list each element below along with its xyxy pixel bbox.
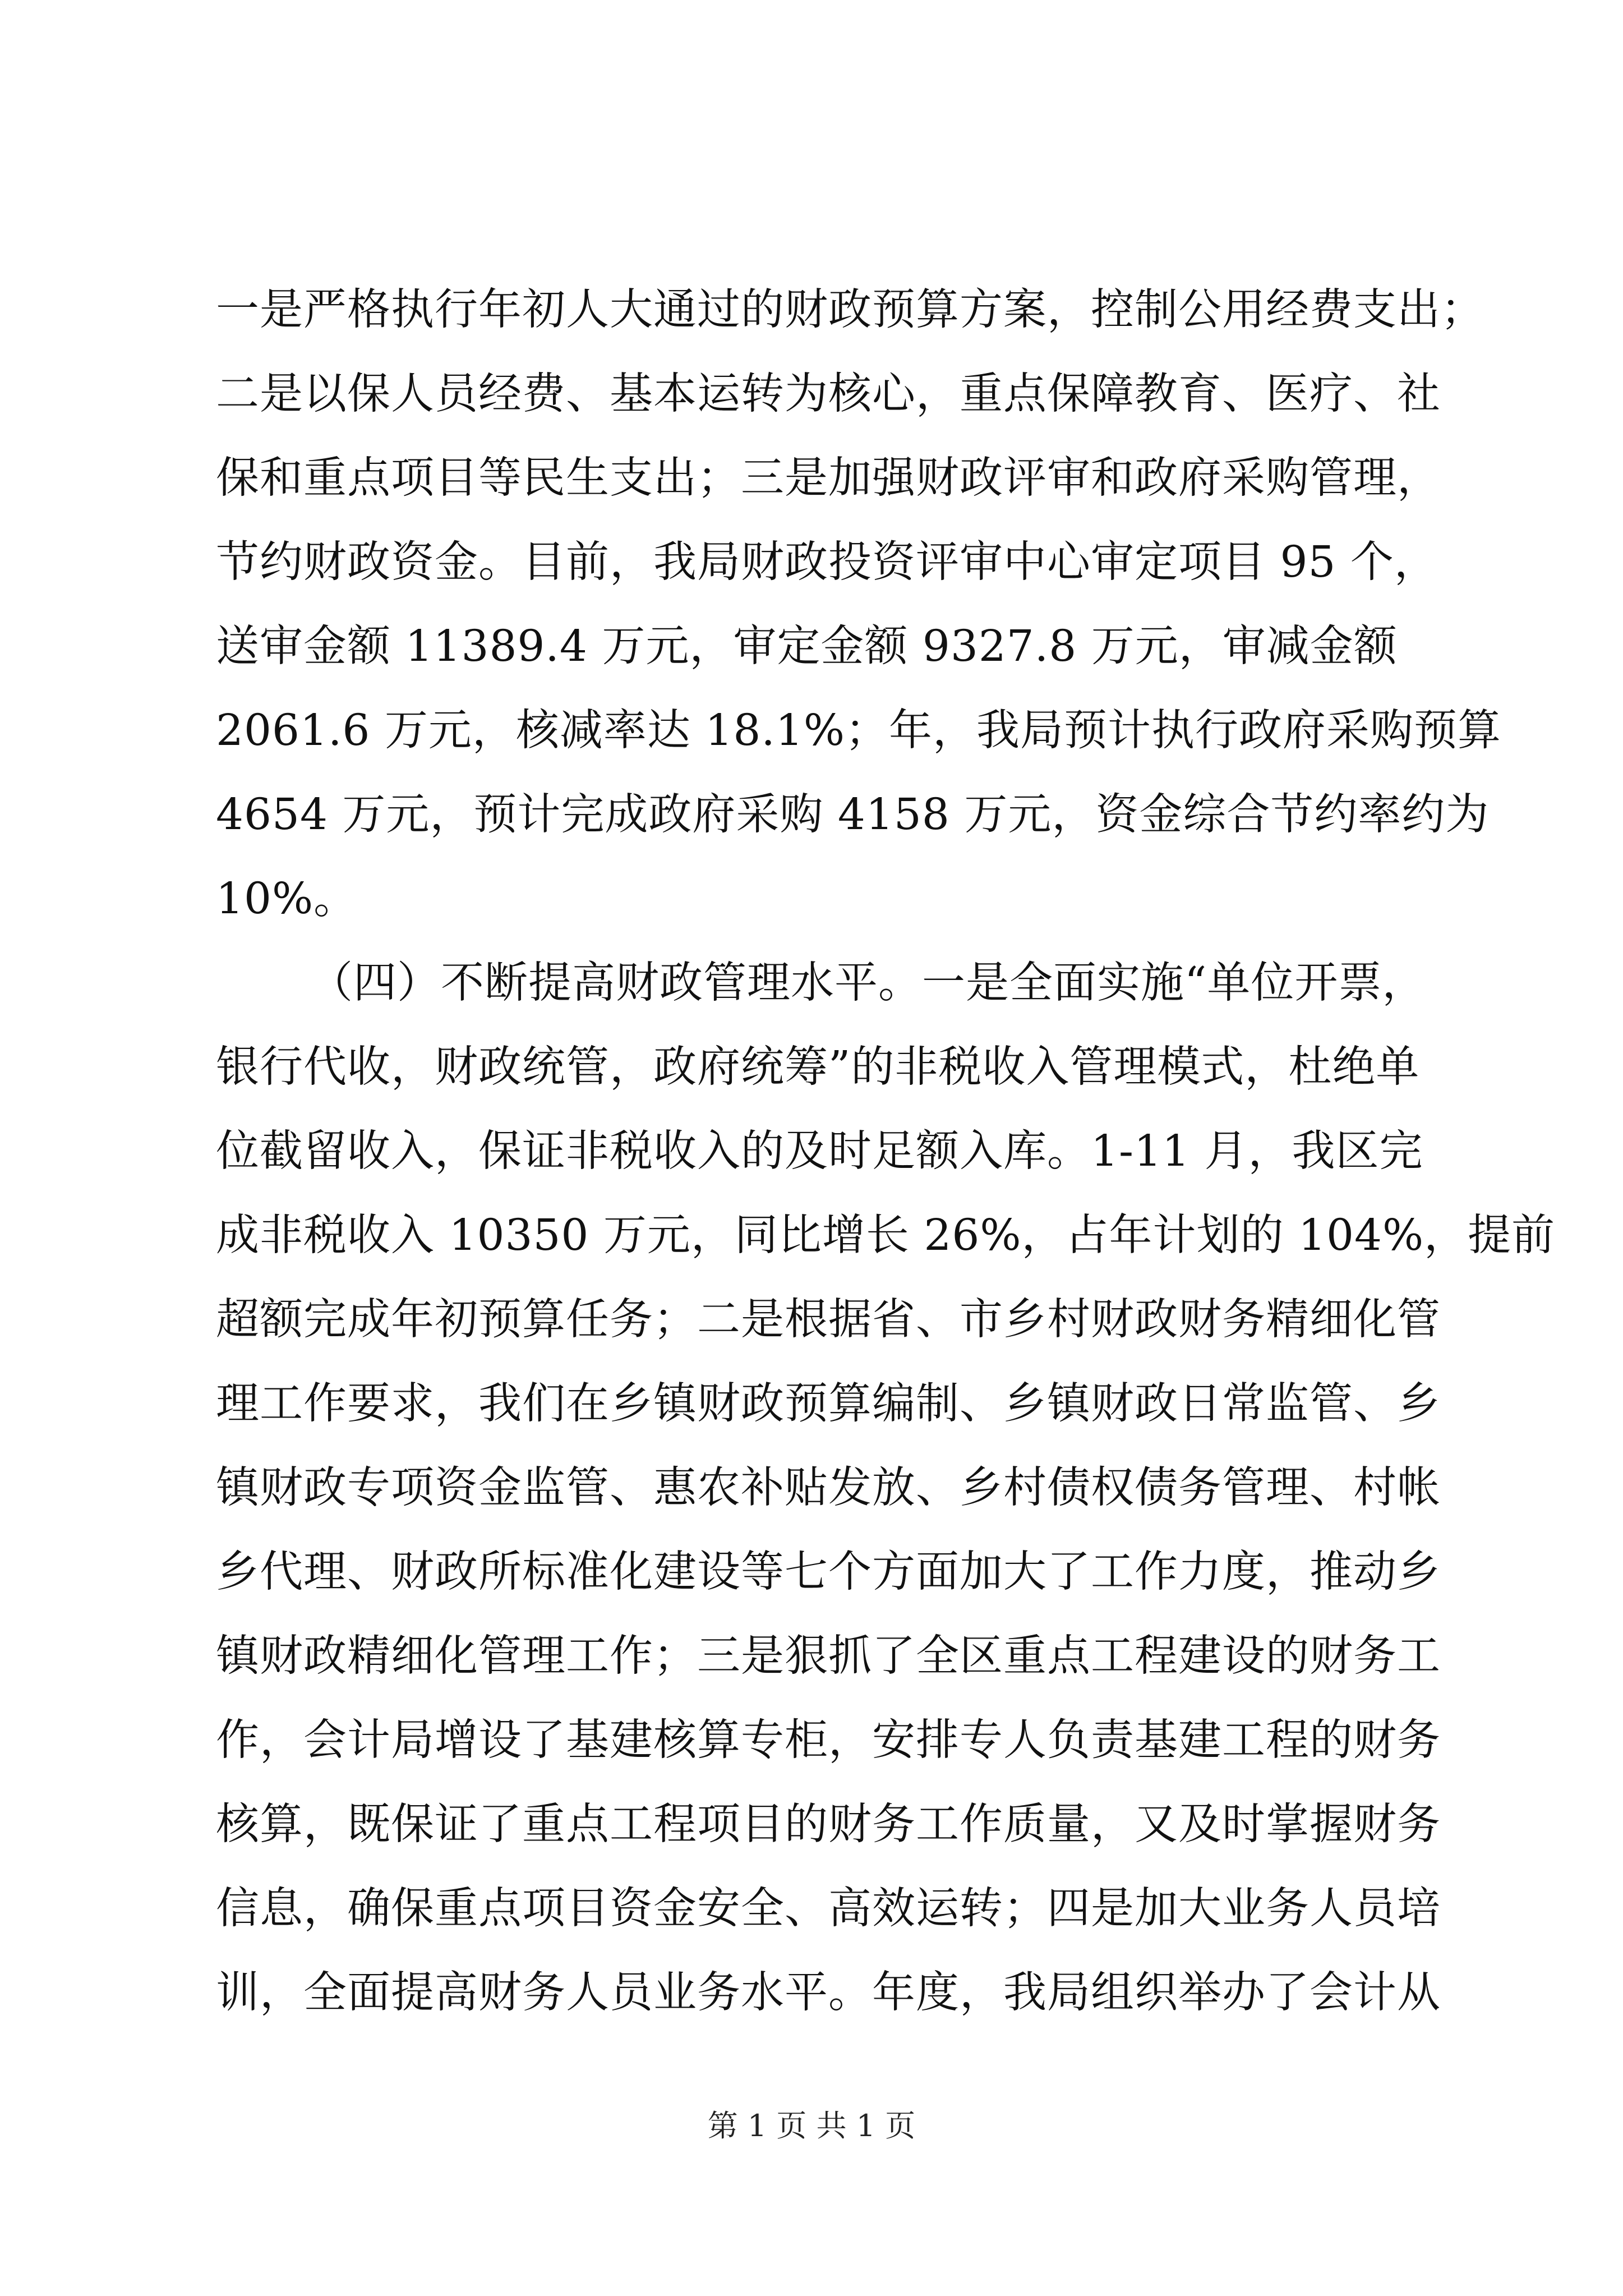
- text-line: 保和重点项目等民生支出；三是加强财政评审和政府采购管理，: [216, 453, 1441, 503]
- page-number: 第 1 页 共 1 页: [707, 2108, 916, 2143]
- text-line: 成非税收入 10350 万元，同比增长 26%，占年计划的 104%，提前: [216, 1211, 1556, 1260]
- text-line: 信息，确保重点项目资金安全、高效运转；四是加大业务人员培: [216, 1884, 1441, 1934]
- text-line: 一是严格执行年初人大通过的财政预算方案，控制公用经费支出；: [216, 285, 1484, 335]
- text-line: 位截留收入，保证非税收入的及时足额入库。1-11 月，我区完: [216, 1126, 1423, 1176]
- text-line: 镇财政专项资金监管、惠农补贴发放、乡村债权债务管理、村帐: [216, 1463, 1441, 1513]
- text-line: 训，全面提高财务人员业务水平。年度，我局组织举办了会计从: [216, 1968, 1441, 2018]
- text-line: 节约财政资金。目前，我局财政投资评审中心审定项目 95 个，: [216, 537, 1438, 587]
- section-heading-line: （四）不断提高财政管理水平。一是全面实施“单位开票，: [310, 958, 1426, 1008]
- text-line: 送审金额 11389.4 万元，审定金额 9327.8 万元，审减金额: [216, 622, 1398, 671]
- text-line: 2061.6 万元，核减率达 18.1%；年，我局预计执行政府采购预算: [216, 706, 1501, 756]
- text-line: 超额完成年初预算任务；二是根据省、市乡村财政财务精细化管: [216, 1295, 1441, 1345]
- text-line: 10%。: [216, 874, 358, 924]
- text-line: 理工作要求，我们在乡镇财政预算编制、乡镇财政日常监管、乡: [216, 1379, 1441, 1429]
- text-line: 作，会计局增设了基建核算专柜，安排专人负责基建工程的财务: [216, 1715, 1441, 1765]
- text-line: 银行代收，财政统管，政府统筹”的非税收入管理模式，杜绝单: [216, 1042, 1420, 1092]
- text-line: 4654 万元，预计完成政府采购 4158 万元，资金综合节约率约为: [216, 790, 1490, 840]
- text-line: 镇财政精细化管理工作；三是狠抓了全区重点工程建设的财务工: [216, 1631, 1441, 1681]
- text-line: 二是以保人员经费、基本运转为核心，重点保障教育、医疗、社: [216, 369, 1441, 419]
- text-line: 核算，既保证了重点工程项目的财务工作质量，又及时掌握财务: [216, 1800, 1441, 1849]
- page-footer: [0, 2106, 1623, 2146]
- body-text: [216, 268, 1556, 2035]
- text-line: 乡代理、财政所标准化建设等七个方面加大了工作力度，推动乡: [216, 1547, 1441, 1597]
